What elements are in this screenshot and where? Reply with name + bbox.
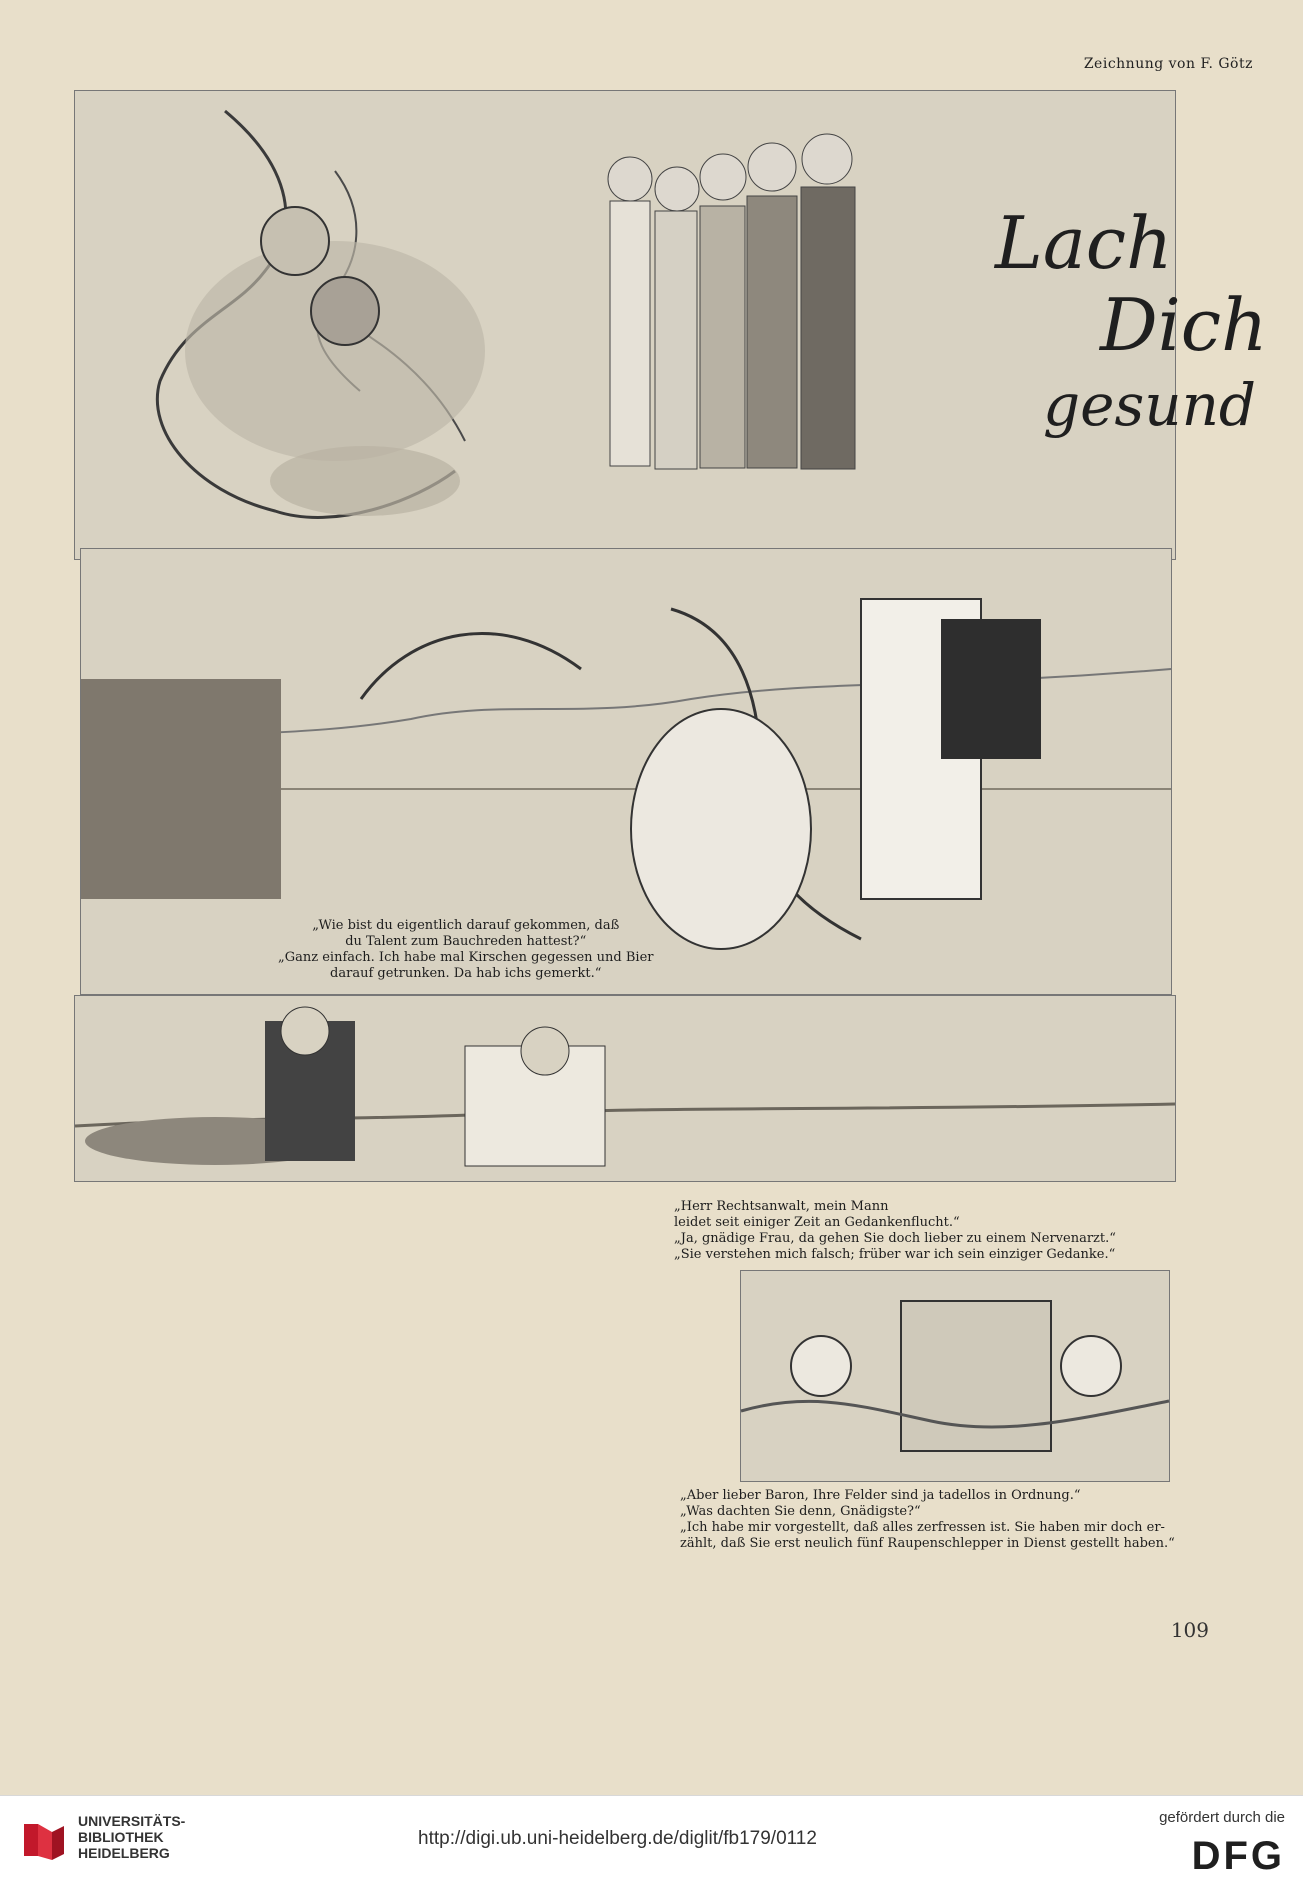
page-number: 109: [1170, 1618, 1209, 1642]
caption-line: „Ganz einfach. Ich habe mal Kirschen gegessen und Bier: [278, 950, 654, 965]
cartoon-artwork-icon: [75, 996, 1175, 1181]
caption-line: „Was dachten Sie denn, Gnädigste?“: [680, 1504, 921, 1519]
caption-panel-3: [674, 1199, 1116, 1263]
title-line-1: Lach: [995, 201, 1173, 285]
title-line-2: Dich: [1100, 283, 1268, 367]
caption-panel-2: [278, 918, 653, 982]
caption-line: „Sie verstehen mich falsch; früber war ich sein einziger Gedanke.“: [674, 1247, 1116, 1262]
source-url[interactable]: http://digi.ub.uni-heidelberg.de/diglit/fb179/0112: [418, 1828, 817, 1849]
caption-line: „Herr Rechtsanwalt, mein Mann: [674, 1199, 889, 1214]
library-name-line-3: HEIDELBERG: [78, 1845, 170, 1861]
dfg-logo: DFG: [1191, 1834, 1285, 1878]
caption-line: du Talent zum Bauchreden hattest?“: [345, 934, 587, 949]
library-name-line-1: UNIVERSITÄTS-: [78, 1813, 186, 1829]
library-name: [78, 1813, 185, 1861]
caption-line: leidet seit einiger Zeit an Gedankenflucht.“: [674, 1215, 960, 1230]
title-line-3: gesund: [1043, 371, 1257, 439]
cartoon-artwork-icon: [741, 1271, 1169, 1481]
caption-line: „Ja, gnädige Frau, da gehen Sie doch lieber zu einem Nervenarzt.“: [674, 1231, 1116, 1246]
library-logo-icon: [18, 1814, 70, 1866]
funding-label: gefördert durch die: [1159, 1809, 1285, 1826]
artist-credit: Zeichnung von F. Götz: [1083, 56, 1253, 72]
cartoon-panel-dentist: [74, 90, 1268, 560]
caption-line: „Aber lieber Baron, Ihre Felder sind ja tadellos in Ordnung.“: [680, 1488, 1081, 1503]
caption-line: darauf getrunken. Da hab ichs gemerkt.“: [330, 966, 602, 981]
caption-line: „Ich habe mir vorgestellt, daß alles zerfressen ist. Sie haben mir doch er-: [680, 1520, 1165, 1535]
library-name-line-2: BIBLIOTHEK: [78, 1829, 164, 1845]
footer-bar: [0, 1795, 1303, 1887]
caption-line: zählt, daß Sie erst neulich fünf Raupenschlepper in Dienst gestellt haben.“: [680, 1536, 1175, 1551]
cartoon-panel-street: [74, 995, 1176, 1182]
caption-line: „Wie bist du eigentlich darauf gekommen, daß: [312, 918, 620, 933]
page-title: [995, 201, 1268, 461]
cartoon-panel-car: [740, 1270, 1170, 1482]
caption-panel-4: [680, 1488, 1175, 1552]
